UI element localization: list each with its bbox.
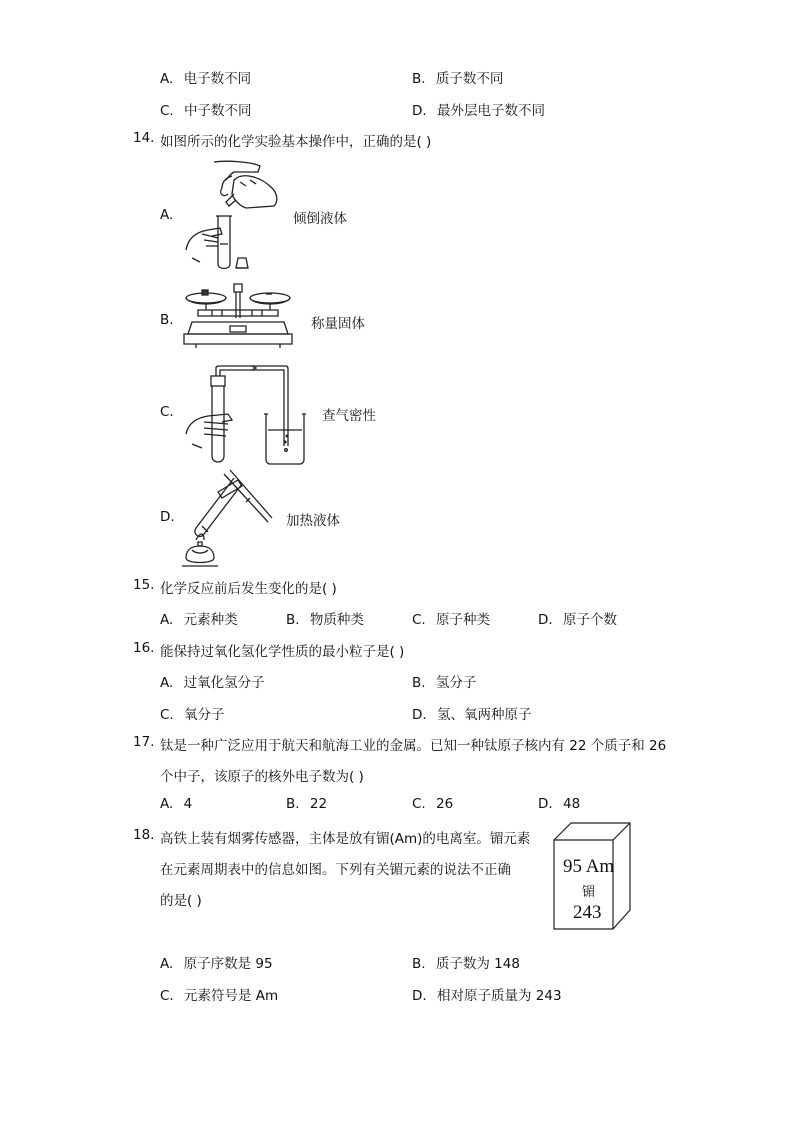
option-letter-d: D. <box>160 509 175 525</box>
option-letter-c: C. <box>160 404 174 420</box>
option-letter: A. <box>160 612 174 628</box>
question-number: 14. <box>133 130 155 146</box>
option-letter: B. <box>412 675 426 691</box>
option-text: 相对原子质量为 243 <box>436 988 562 1004</box>
option-letter: D. <box>538 612 553 628</box>
option-text: 物质种类 <box>309 612 364 628</box>
q15-option-a <box>160 608 238 628</box>
question-stem-line2: 个中子，该原子的核外电子数为( ) <box>160 769 364 785</box>
option-text: 中子数不同 <box>184 103 252 119</box>
option-text: 质子数不同 <box>435 71 504 87</box>
balance-scale-icon <box>182 280 294 364</box>
option-letter-a: A. <box>160 207 174 223</box>
option-text: 原子序数是 95 <box>183 956 273 972</box>
option-text: 26 <box>436 796 454 812</box>
q17-option-d <box>538 796 580 812</box>
q18-option-a <box>160 952 273 972</box>
q15-option-c <box>412 608 490 628</box>
option-text: 原子个数 <box>562 612 617 628</box>
option-letter: D. <box>412 707 427 723</box>
question-number: 16. <box>133 640 155 656</box>
q18-option-b <box>412 952 520 972</box>
heating-liquid-icon <box>178 470 274 570</box>
q17-option-b <box>286 796 327 812</box>
question-number: 15. <box>133 577 155 593</box>
option-letter: A. <box>160 956 174 972</box>
q15-option-b <box>286 608 364 628</box>
option-text: 氢分子 <box>435 675 477 691</box>
option-caption: 倾倒液体 <box>293 211 347 227</box>
option-text: 22 <box>309 796 328 812</box>
question-number: 18. <box>133 827 155 843</box>
question-stem-line2: 在元素周期表中的信息如图。下列有关镅元素的说法不正确 <box>160 862 511 878</box>
question-stem: 化学反应前后发生变化的是( ) <box>160 581 337 597</box>
q13-option-b <box>412 67 503 87</box>
option-text: 最外层电子数不同 <box>436 103 545 119</box>
option-letter: D. <box>412 103 427 119</box>
option-letter: A. <box>160 675 174 691</box>
q13-option-c <box>160 99 252 119</box>
option-letter: C. <box>412 796 426 812</box>
option-text: 质子数为 148 <box>435 956 520 972</box>
option-text: 4 <box>183 796 193 812</box>
option-letter: B. <box>286 796 300 812</box>
option-text: 电子数不同 <box>183 71 252 87</box>
q13-option-a <box>160 67 251 87</box>
element-name: 镅 <box>582 885 596 900</box>
q16-option-a <box>160 671 265 691</box>
option-letter-b: B. <box>160 312 174 328</box>
option-letter: C. <box>160 988 174 1004</box>
option-caption: 加热液体 <box>286 513 340 529</box>
option-text: 元素种类 <box>183 612 238 628</box>
option-text: 过氧化氢分子 <box>183 675 265 691</box>
option-letter: D. <box>412 988 427 1004</box>
option-letter: C. <box>160 103 174 119</box>
q17-option-a <box>160 796 192 812</box>
option-text: 原子种类 <box>436 612 491 628</box>
option-letter: D. <box>538 796 553 812</box>
q17-option-c <box>412 796 453 812</box>
option-letter: C. <box>412 612 426 628</box>
option-text: 氧分子 <box>184 707 225 723</box>
option-caption: 查气密性 <box>322 408 376 424</box>
question-stem-line1: 钛是一种广泛应用于航天和航海工业的金属。已知一种钛原子核内有 22 个质子和 26 <box>160 738 667 754</box>
question-stem-line1: 高铁上装有烟雾传感器，主体是放有镅(Am)的电离室。镅元素 <box>160 831 531 847</box>
option-caption: 称量固体 <box>311 316 365 332</box>
q13-option-d <box>412 99 545 119</box>
option-letter: B. <box>412 71 426 87</box>
q18-option-c <box>160 984 278 1004</box>
q18-option-d <box>412 984 562 1004</box>
option-letter: B. <box>286 612 300 628</box>
option-letter: B. <box>412 956 426 972</box>
option-text: 48 <box>562 796 581 812</box>
q15-option-d <box>538 608 617 628</box>
pouring-liquid-icon <box>182 158 286 274</box>
element-mass: 243 <box>573 902 602 923</box>
option-letter: A. <box>160 796 174 812</box>
question-stem: 如图所示的化学实验基本操作中，正确的是( ) <box>160 134 432 150</box>
q16-option-d <box>412 703 531 723</box>
option-letter: C. <box>160 707 174 723</box>
option-letter: A. <box>160 71 174 87</box>
option-text: 氢、氧两种原子 <box>436 707 532 723</box>
question-stem-line3: 的是( ) <box>160 893 202 909</box>
question-number: 17. <box>133 734 155 750</box>
q16-option-c <box>160 703 225 723</box>
airtightness-check-icon <box>182 364 306 468</box>
element-number-symbol: 95 Am <box>563 856 615 877</box>
question-stem: 能保持过氧化氢化学性质的最小粒子是( ) <box>160 644 405 660</box>
option-text: 元素符号是 Am <box>184 988 279 1004</box>
q16-option-b <box>412 671 476 691</box>
